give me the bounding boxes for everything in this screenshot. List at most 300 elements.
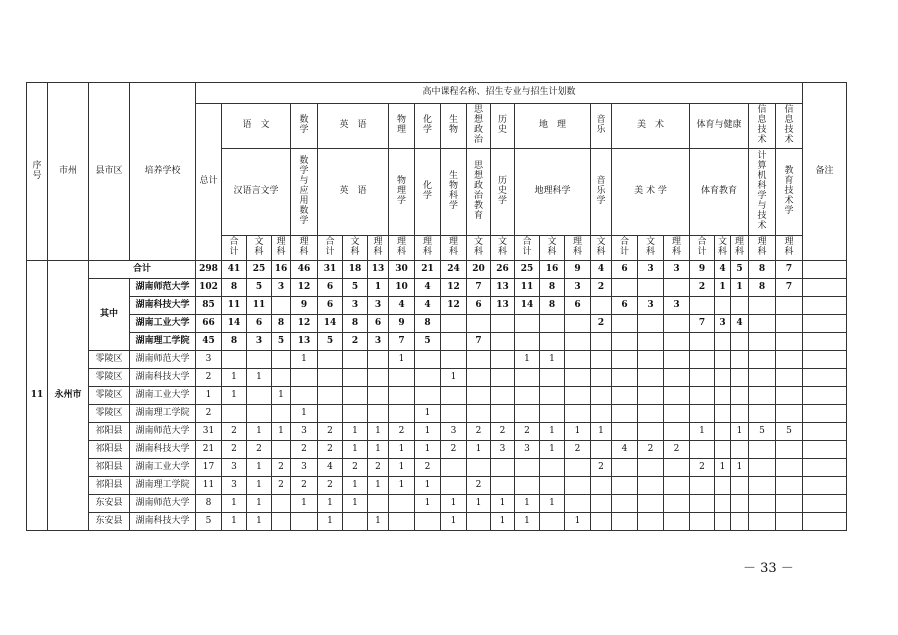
table-row (27, 405, 847, 423)
type-cell: 文科 (591, 236, 612, 261)
cell: 8 (222, 279, 247, 297)
cell (591, 333, 612, 351)
cell (441, 315, 467, 333)
cell (491, 369, 515, 387)
cell (515, 459, 540, 477)
cell: 1 (491, 513, 515, 531)
cell (368, 369, 389, 387)
course-biology: 生物 (441, 104, 467, 149)
cell (749, 315, 776, 333)
cell: 1 (540, 495, 565, 513)
cell: 7 (690, 315, 715, 333)
cell: 24 (441, 261, 467, 279)
cell: 5 (776, 423, 803, 441)
cell (731, 405, 749, 423)
cell (612, 387, 638, 405)
cell: 2 (491, 423, 515, 441)
remark-cell (803, 441, 847, 459)
cell: 1 (272, 387, 291, 405)
cell: 1 (441, 369, 467, 387)
cell: 25 (515, 261, 540, 279)
major-chemistry: 化学 (415, 149, 441, 236)
cell: 1 (368, 441, 389, 459)
cell (591, 477, 612, 495)
cell: 1 (343, 441, 368, 459)
major-music: 音乐学 (591, 149, 612, 236)
cell: 5 (731, 261, 749, 279)
cell (291, 369, 318, 387)
type-cell: 理科 (776, 236, 803, 261)
cell: 7 (467, 333, 491, 351)
cell (690, 513, 715, 531)
cell: 3 (565, 279, 591, 297)
cell (591, 405, 612, 423)
cell (247, 351, 272, 369)
cell: 3 (441, 423, 467, 441)
cell (491, 351, 515, 369)
cell: 14 (318, 315, 343, 333)
cell: 2 (318, 441, 343, 459)
remark-cell (803, 459, 847, 477)
cell (441, 351, 467, 369)
cell (731, 351, 749, 369)
cell: 1 (415, 495, 441, 513)
cell (291, 387, 318, 405)
cell (731, 369, 749, 387)
table-row (27, 513, 847, 531)
subtotal-label: 合计 (89, 261, 196, 279)
cell (540, 387, 565, 405)
cell (749, 351, 776, 369)
header-seq: 序号 (27, 83, 48, 261)
type-cell: 文科 (491, 236, 515, 261)
cell (749, 387, 776, 405)
cell (515, 369, 540, 387)
cell (491, 405, 515, 423)
cell (776, 459, 803, 477)
cell (441, 333, 467, 351)
header-city: 市州 (48, 83, 89, 261)
cell: 1 (368, 513, 389, 531)
cell (776, 513, 803, 531)
cell (690, 333, 715, 351)
cell: 1 (540, 441, 565, 459)
type-cell: 理科 (291, 236, 318, 261)
cell (664, 405, 690, 423)
course-history: 历史 (491, 104, 515, 149)
cell (715, 513, 731, 531)
cell (415, 369, 441, 387)
header-county: 县市区 (89, 83, 130, 261)
cell: 21 (415, 261, 441, 279)
course-chinese: 语 文 (222, 104, 291, 149)
cell: 2 (441, 441, 467, 459)
cell (664, 387, 690, 405)
table-row (27, 369, 847, 387)
cell (638, 477, 664, 495)
cell (222, 405, 247, 423)
cell (749, 297, 776, 315)
cell: 31 (196, 423, 222, 441)
cell: 20 (467, 261, 491, 279)
cell: 3 (368, 297, 389, 315)
cell (441, 405, 467, 423)
major-history: 历史学 (491, 149, 515, 236)
cell (441, 459, 467, 477)
cell (715, 351, 731, 369)
cell (318, 369, 343, 387)
cell (612, 369, 638, 387)
cell (368, 495, 389, 513)
cell (272, 441, 291, 459)
type-cell: 文科 (638, 236, 664, 261)
cell (638, 459, 664, 477)
cell: 2 (222, 423, 247, 441)
cell: 2 (515, 423, 540, 441)
cell: 8 (540, 297, 565, 315)
remark-cell (803, 261, 847, 279)
remark-cell (803, 333, 847, 351)
cell: 21 (196, 441, 222, 459)
cell: 2 (467, 477, 491, 495)
cell: 1 (515, 495, 540, 513)
cell: 3 (715, 315, 731, 333)
cell: 41 (222, 261, 247, 279)
major-chinese: 汉语言文学 (222, 149, 291, 236)
cell (247, 387, 272, 405)
cell: 1 (491, 495, 515, 513)
cell (389, 405, 415, 423)
cell (776, 351, 803, 369)
cell (415, 351, 441, 369)
cell: 11 (222, 297, 247, 315)
cell: 3 (222, 459, 247, 477)
cell (715, 369, 731, 387)
cell: 8 (749, 261, 776, 279)
cell: 1 (368, 423, 389, 441)
cell: 1 (272, 423, 291, 441)
cell: 1 (565, 513, 591, 531)
course-pe: 体育与健康 (690, 104, 749, 149)
cell (591, 387, 612, 405)
cell (343, 405, 368, 423)
cell (540, 459, 565, 477)
course-music: 音乐 (591, 104, 612, 149)
cell (715, 387, 731, 405)
cell (690, 405, 715, 423)
cell: 1 (291, 495, 318, 513)
county-cell: 祁阳县 (89, 423, 130, 441)
cell: 2 (196, 369, 222, 387)
cell (491, 477, 515, 495)
cell (776, 315, 803, 333)
cell: 1 (389, 351, 415, 369)
cell (731, 333, 749, 351)
cell (565, 369, 591, 387)
cell: 3 (368, 333, 389, 351)
header-school: 培养学校 (130, 83, 196, 261)
cell (318, 387, 343, 405)
cell (690, 441, 715, 459)
cell: 2 (664, 441, 690, 459)
cell: 1 (222, 513, 247, 531)
cell (731, 477, 749, 495)
cell: 14 (222, 315, 247, 333)
type-cell: 合计 (318, 236, 343, 261)
cell (368, 351, 389, 369)
major-math: 数学与应用数学 (291, 149, 318, 236)
cell (515, 387, 540, 405)
cell: 1 (415, 405, 441, 423)
cell: 2 (272, 459, 291, 477)
cell (638, 369, 664, 387)
school-cell: 湖南工业大学 (130, 459, 196, 477)
cell (776, 369, 803, 387)
cell (467, 351, 491, 369)
county-cell: 零陵区 (89, 405, 130, 423)
cell (272, 369, 291, 387)
cell (343, 369, 368, 387)
table-row (27, 279, 847, 297)
cell (776, 333, 803, 351)
cell: 1 (540, 423, 565, 441)
major-it-2: 教育技术学 (776, 149, 803, 236)
cell: 6 (247, 315, 272, 333)
school-cell: 湖南科技大学 (130, 297, 196, 315)
remark-cell (803, 405, 847, 423)
cell: 5 (343, 279, 368, 297)
cell (749, 459, 776, 477)
cell: 2 (690, 279, 715, 297)
cell: 1 (389, 459, 415, 477)
cell (272, 405, 291, 423)
cell (415, 513, 441, 531)
course-math: 数学 (291, 104, 318, 149)
cell (638, 351, 664, 369)
school-cell: 湖南理工学院 (130, 405, 196, 423)
cell: 1 (731, 459, 749, 477)
cell: 1 (467, 441, 491, 459)
cell: 2 (565, 441, 591, 459)
cell: 1 (389, 441, 415, 459)
cell: 31 (318, 261, 343, 279)
cell: 7 (467, 279, 491, 297)
cell (776, 405, 803, 423)
cell: 5 (749, 423, 776, 441)
cell (776, 441, 803, 459)
school-cell: 湖南师范大学 (130, 351, 196, 369)
school-cell: 湖南师范大学 (130, 495, 196, 513)
cell (612, 333, 638, 351)
course-politics: 思想政治 (467, 104, 491, 149)
cell: 1 (247, 369, 272, 387)
cell: 12 (441, 297, 467, 315)
cell (491, 387, 515, 405)
cell: 3 (343, 297, 368, 315)
cell: 8 (415, 315, 441, 333)
county-cell: 零陵区 (89, 351, 130, 369)
cell: 9 (291, 297, 318, 315)
type-cell: 合计 (612, 236, 638, 261)
cell: 3 (272, 279, 291, 297)
cell: 4 (389, 297, 415, 315)
school-cell: 湖南工业大学 (130, 315, 196, 333)
cell (638, 279, 664, 297)
type-cell: 理科 (441, 236, 467, 261)
cell (318, 405, 343, 423)
type-cell: 文科 (343, 236, 368, 261)
cell (591, 297, 612, 315)
cell: 46 (291, 261, 318, 279)
cell (638, 513, 664, 531)
cell: 7 (389, 333, 415, 351)
cell: 2 (291, 477, 318, 495)
cell (664, 495, 690, 513)
cell: 8 (222, 333, 247, 351)
block-city: 永州市 (48, 261, 89, 531)
major-pe: 体育教育 (690, 149, 749, 236)
table-row (27, 261, 847, 279)
school-cell: 湖南科技大学 (130, 441, 196, 459)
county-cell: 零陵区 (89, 387, 130, 405)
cell: 5 (196, 513, 222, 531)
cell: 4 (318, 459, 343, 477)
cell: 4 (715, 261, 731, 279)
cell (491, 333, 515, 351)
course-it-2: 信息技术 (776, 104, 803, 149)
cell (467, 459, 491, 477)
cell (565, 495, 591, 513)
cell (749, 513, 776, 531)
cell: 3 (247, 333, 272, 351)
type-cell: 理科 (731, 236, 749, 261)
school-cell: 湖南师范大学 (130, 423, 196, 441)
cell: 6 (467, 297, 491, 315)
header-remark: 备注 (803, 83, 847, 261)
cell: 4 (591, 261, 612, 279)
county-cell: 零陵区 (89, 369, 130, 387)
cell (731, 441, 749, 459)
cell: 10 (389, 279, 415, 297)
cell (491, 459, 515, 477)
cell: 3 (664, 297, 690, 315)
cell (731, 297, 749, 315)
county-cell: 祁阳县 (89, 459, 130, 477)
major-physics: 物理学 (389, 149, 415, 236)
cell: 12 (291, 315, 318, 333)
cell: 2 (247, 441, 272, 459)
cell: 3 (638, 261, 664, 279)
cell: 6 (318, 297, 343, 315)
cell (690, 297, 715, 315)
header-group-title: 高中课程名称、招生专业与招生计划数 (196, 83, 803, 104)
cell: 1 (715, 459, 731, 477)
cell (638, 315, 664, 333)
cell (247, 405, 272, 423)
cell: 1 (515, 351, 540, 369)
cell (664, 315, 690, 333)
cell: 5 (247, 279, 272, 297)
cell (565, 315, 591, 333)
type-cell: 理科 (272, 236, 291, 261)
cell (389, 513, 415, 531)
cell: 3 (196, 351, 222, 369)
cell (515, 405, 540, 423)
course-art: 美 术 (612, 104, 690, 149)
type-cell: 理科 (565, 236, 591, 261)
cell: 1 (415, 477, 441, 495)
cell: 11 (247, 297, 272, 315)
cell: 3 (291, 459, 318, 477)
cell (749, 495, 776, 513)
cell (715, 297, 731, 315)
cell: 1 (247, 495, 272, 513)
cell: 1 (343, 423, 368, 441)
cell (343, 513, 368, 531)
cell (540, 477, 565, 495)
cell: 1 (731, 279, 749, 297)
cell: 6 (565, 297, 591, 315)
cell (776, 387, 803, 405)
cell (515, 477, 540, 495)
major-english: 英 语 (318, 149, 389, 236)
table-row (27, 477, 847, 495)
type-cell: 理科 (749, 236, 776, 261)
cell (690, 477, 715, 495)
cell: 1 (291, 351, 318, 369)
cell (664, 423, 690, 441)
cell: 11 (196, 477, 222, 495)
cell (664, 333, 690, 351)
cell (222, 351, 247, 369)
cell (368, 387, 389, 405)
cell: 3 (664, 261, 690, 279)
major-politics: 思想政治教育 (467, 149, 491, 236)
major-it-1: 计算机科学与技术 (749, 149, 776, 236)
cell (612, 315, 638, 333)
cell: 13 (491, 297, 515, 315)
course-english: 英 语 (318, 104, 389, 149)
cell (441, 387, 467, 405)
cell (343, 351, 368, 369)
cell: 1 (343, 495, 368, 513)
cell (612, 423, 638, 441)
cell (565, 387, 591, 405)
remark-cell (803, 423, 847, 441)
cell: 1 (467, 495, 491, 513)
cell: 1 (222, 495, 247, 513)
school-cell: 湖南师范大学 (130, 279, 196, 297)
cell: 1 (540, 351, 565, 369)
cell: 25 (247, 261, 272, 279)
cell: 6 (612, 261, 638, 279)
header-total: 总计 (196, 104, 222, 261)
cell: 1 (715, 279, 731, 297)
cell (690, 387, 715, 405)
cell: 1 (247, 477, 272, 495)
cell: 3 (638, 297, 664, 315)
cell (638, 405, 664, 423)
table-row (27, 351, 847, 369)
cell: 6 (612, 297, 638, 315)
cell: 9 (565, 261, 591, 279)
cell (565, 477, 591, 495)
cell (565, 333, 591, 351)
cell: 45 (196, 333, 222, 351)
cell: 2 (343, 459, 368, 477)
table-row (27, 315, 847, 333)
cell (343, 387, 368, 405)
